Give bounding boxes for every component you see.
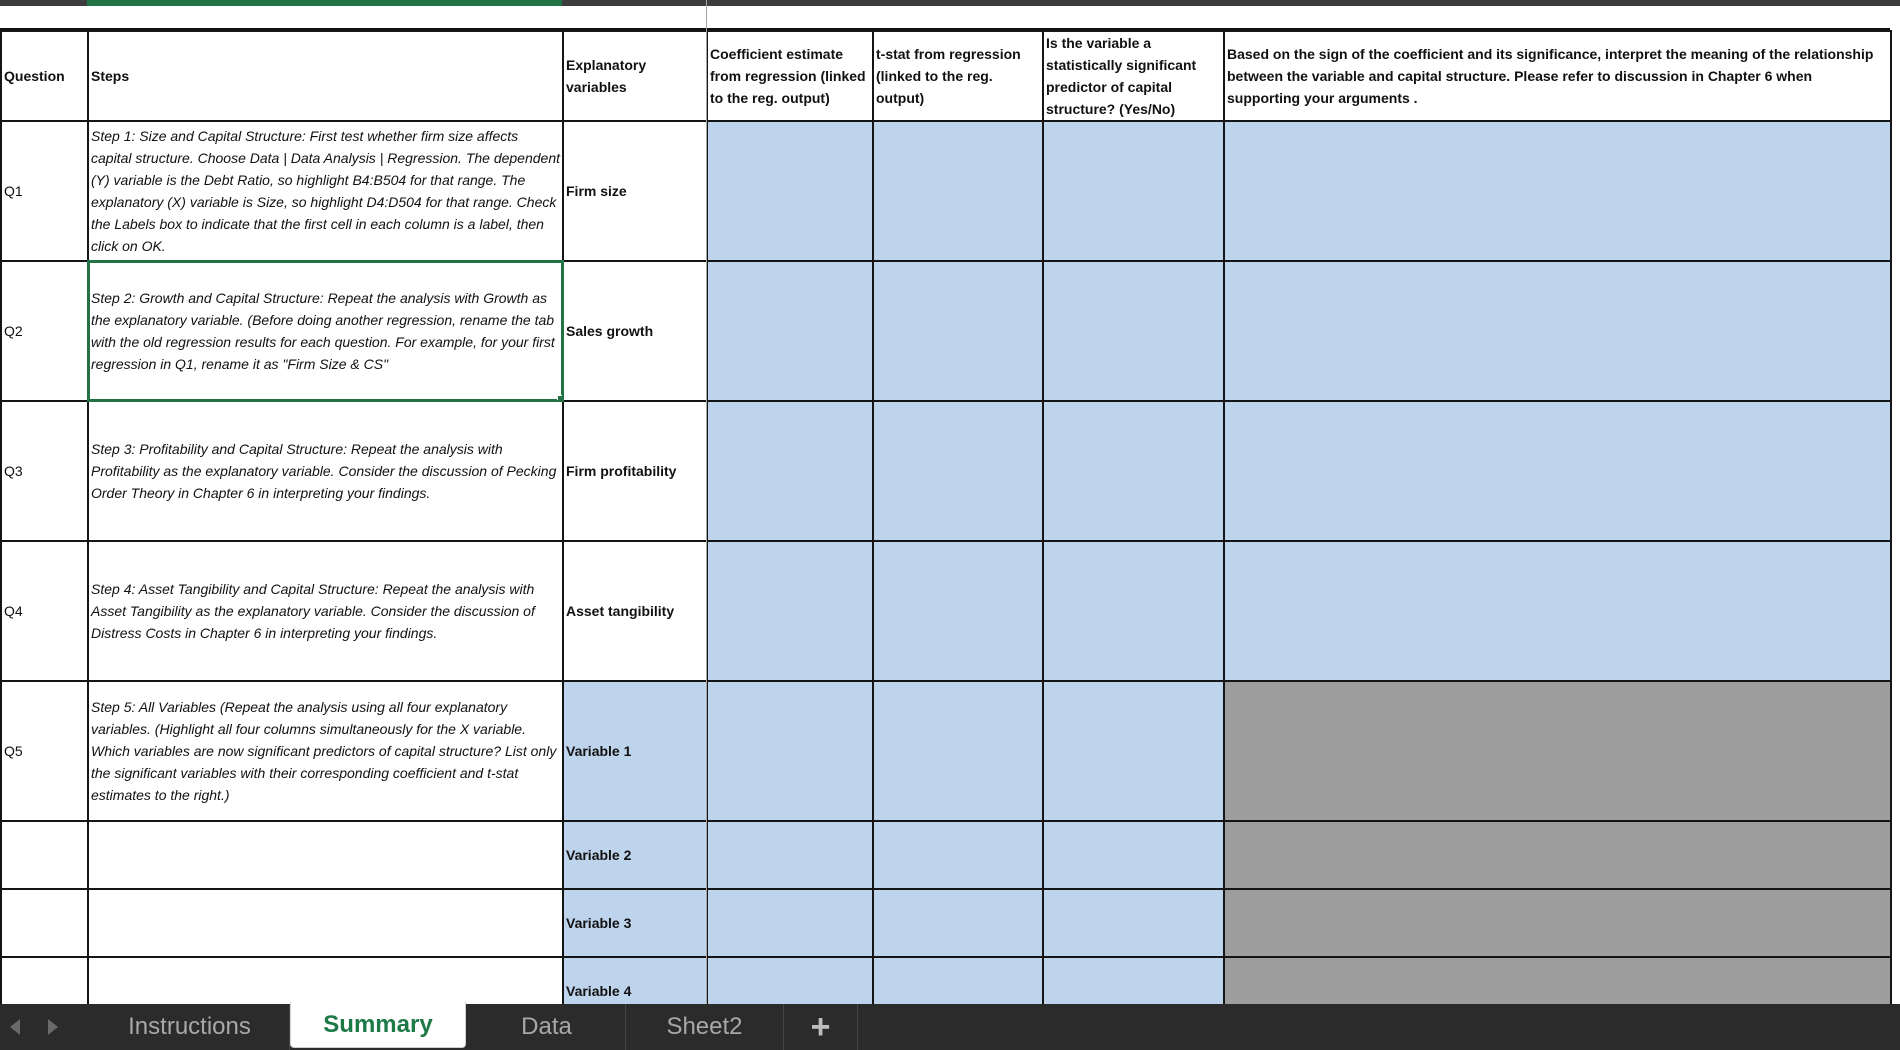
question-cell[interactable] [1, 821, 88, 889]
fill-handle[interactable] [557, 395, 563, 401]
tab-instructions[interactable]: Instructions [90, 1004, 290, 1050]
disabled-interpretation-cell [1224, 821, 1891, 889]
significance-input-cell[interactable] [1043, 261, 1224, 401]
interpretation-input-cell[interactable] [1224, 401, 1891, 541]
tab-sheet2[interactable]: Sheet2 [626, 1004, 784, 1050]
header-coefficient[interactable]: Coefficient estimate from regression (linked to the reg. output) [707, 31, 873, 121]
interpretation-input-cell[interactable] [1224, 541, 1891, 681]
table-row [1, 541, 1891, 681]
disabled-interpretation-cell [1224, 889, 1891, 957]
coefficient-input-cell[interactable] [707, 541, 873, 681]
table-row [1, 121, 1891, 261]
header-steps[interactable]: Steps [88, 31, 563, 121]
plus-icon: + [810, 1008, 831, 1046]
scroll-tabs-right-icon[interactable] [38, 1004, 68, 1050]
table-row [1, 681, 1891, 821]
coefficient-input-cell[interactable] [707, 681, 873, 821]
step-cell[interactable]: Step 1: Size and Capital Structure: First test whether firm size affects capital structure. Choose Data | Data Analysis | Regression. The dependent (Y) variable is the Debt Ratio, so highlight B4:B504 for that range. The explanatory (X) variable is Size, so highlight D4:D504 for that range. Check the Labels box to indicate that the first cell in each column is a label, then click on OK. [88, 121, 563, 261]
step-cell[interactable] [88, 889, 563, 957]
variable-cell[interactable]: Variable 1 [563, 681, 707, 821]
disabled-interpretation-cell [1224, 681, 1891, 821]
question-cell[interactable]: Q4 [1, 541, 88, 681]
question-cell[interactable]: Q1 [1, 121, 88, 261]
table-row [1, 821, 1891, 889]
significance-input-cell[interactable] [1043, 681, 1224, 821]
coefficient-input-cell[interactable] [707, 889, 873, 957]
header-significant[interactable]: Is the variable a statistically significant predictor of capital structure? (Yes/No) [1043, 31, 1224, 121]
selected-step-cell[interactable] [88, 261, 563, 401]
header-explanatory-variables[interactable]: Explanatory variables [563, 31, 707, 121]
step-cell[interactable]: Step 3: Profitability and Capital Structure: Repeat the analysis with Profitability as the explanatory variable. Consider the discussion of Pecking Order Theory in Chapter 6 in interpreting your findings. [88, 401, 563, 541]
variable-cell[interactable]: Variable 2 [563, 821, 707, 889]
interpretation-input-cell[interactable] [1224, 121, 1891, 261]
step-cell-text: Step 2: Growth and Capital Structure: Repeat the analysis with Growth as the explanatory variable. (Before doing another regression, rename the tab with the old regression results for each question. For example, for your first regression in Q1, rename it as "Firm Size & CS" [91, 290, 555, 372]
question-cell[interactable]: Q2 [1, 261, 88, 401]
question-cell[interactable]: Q3 [1, 401, 88, 541]
coefficient-input-cell[interactable] [707, 401, 873, 541]
scroll-tabs-left-icon[interactable] [0, 1004, 30, 1050]
coefficient-input-cell[interactable] [707, 821, 873, 889]
step-cell[interactable] [88, 821, 563, 889]
column-header-strip [0, 0, 1900, 6]
tstat-input-cell[interactable] [873, 889, 1043, 957]
coefficient-input-cell[interactable] [707, 121, 873, 261]
tstat-input-cell[interactable] [873, 821, 1043, 889]
header-interpretation[interactable]: Based on the sign of the coefficient and its significance, interpret the meaning of the relationship between the variable and capital structure. Please refer to discussion in Chapter 6 when supporting your arguments . [1224, 31, 1891, 121]
variable-cell[interactable]: Variable 4 [563, 957, 707, 1025]
tstat-input-cell[interactable] [873, 261, 1043, 401]
tstat-input-cell[interactable] [873, 121, 1043, 261]
header-tstat[interactable]: t-stat from regression (linked to the reg. output) [873, 31, 1043, 121]
summary-table [0, 30, 1892, 1026]
table-row [1, 889, 1891, 957]
interpretation-input-cell[interactable] [1224, 261, 1891, 401]
significance-input-cell[interactable] [1043, 401, 1224, 541]
variable-cell[interactable]: Firm profitability [563, 401, 707, 541]
step-cell[interactable]: Step 5: All Variables (Repeat the analysis using all four explanatory variables. (Highlight all four columns simultaneously for the X variable. Which variables are now significant predictors of capital structure? List only the significant variables with their corresponding coefficient and t-stat estimates to the right.) [88, 681, 563, 821]
tstat-input-cell[interactable] [873, 401, 1043, 541]
freeze-pane-line [706, 0, 707, 1004]
variable-cell[interactable]: Variable 3 [563, 889, 707, 957]
question-cell[interactable] [1, 889, 88, 957]
header-question[interactable]: Question [1, 31, 88, 121]
header-row [1, 31, 1891, 121]
tab-summary[interactable]: Summary [290, 1002, 466, 1048]
variable-cell[interactable]: Asset tangibility [563, 541, 707, 681]
table-row [1, 401, 1891, 541]
significance-input-cell[interactable] [1043, 821, 1224, 889]
selected-column-marker [87, 0, 562, 6]
coefficient-input-cell[interactable] [707, 261, 873, 401]
table-row [1, 261, 1891, 401]
tab-data[interactable]: Data [468, 1004, 626, 1050]
tstat-input-cell[interactable] [873, 541, 1043, 681]
variable-cell[interactable]: Firm size [563, 121, 707, 261]
variable-cell[interactable]: Sales growth [563, 261, 707, 401]
significance-input-cell[interactable] [1043, 889, 1224, 957]
significance-input-cell[interactable] [1043, 121, 1224, 261]
add-sheet-button[interactable] [784, 1004, 858, 1050]
question-cell[interactable]: Q5 [1, 681, 88, 821]
tstat-input-cell[interactable] [873, 681, 1043, 821]
sheet-tab-bar [0, 1004, 1900, 1050]
step-cell[interactable]: Step 4: Asset Tangibility and Capital Structure: Repeat the analysis with Asset Tangibility as the explanatory variable. Consider the discussion of Distress Costs in Chapter 6 in interpreting your findings. [88, 541, 563, 681]
significance-input-cell[interactable] [1043, 541, 1224, 681]
